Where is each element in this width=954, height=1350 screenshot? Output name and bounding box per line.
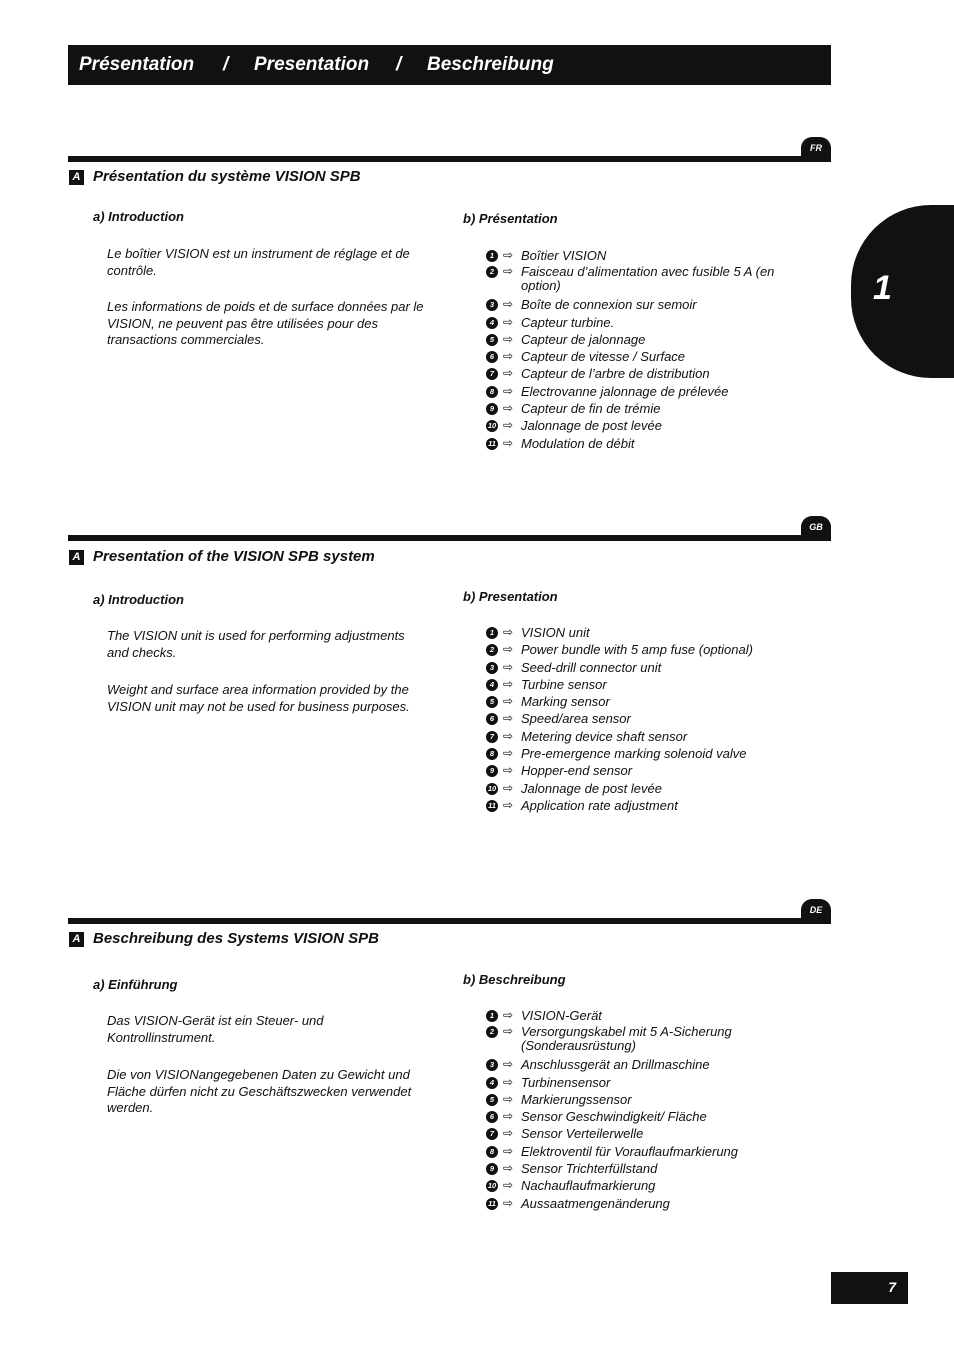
section-marker: A bbox=[69, 932, 84, 947]
arrow-icon: ⇨ bbox=[503, 383, 514, 398]
section-marker: A bbox=[69, 170, 84, 185]
item-number-badge: 6 bbox=[486, 713, 498, 725]
list-item bbox=[486, 1091, 786, 1108]
item-label: Capteur turbine. bbox=[521, 314, 615, 330]
item-number-badge: 9 bbox=[486, 403, 498, 415]
item-number-badge: 9 bbox=[486, 765, 498, 777]
list-item bbox=[486, 624, 786, 641]
arrow-icon: ⇨ bbox=[503, 366, 514, 381]
intro-heading-fr: a) Introduction bbox=[93, 209, 184, 224]
arrow-icon: ⇨ bbox=[503, 1143, 514, 1158]
intro-paragraph: Weight and surface area information provided by the VISION unit may not be used for business purposes. bbox=[107, 682, 410, 714]
intro-paragraph: Die von VISIONangegebenen Daten zu Gewicht und Fläche dürfen nicht zu Geschäftszwecken verwendet werden. bbox=[107, 1067, 412, 1115]
item-number-badge: 2 bbox=[486, 1026, 498, 1038]
arrow-icon: ⇨ bbox=[503, 1091, 514, 1106]
arrow-icon: ⇨ bbox=[503, 1024, 514, 1039]
list-item bbox=[486, 1195, 786, 1212]
arrow-icon: ⇨ bbox=[503, 1161, 514, 1176]
list-heading-gb: b) Presentation bbox=[463, 589, 558, 604]
item-label: Turbinensensor bbox=[521, 1074, 611, 1090]
arrow-icon: ⇨ bbox=[503, 331, 514, 346]
list-item bbox=[486, 417, 786, 434]
item-label: Seed-drill connector unit bbox=[521, 659, 662, 675]
item-label: Power bundle with 5 amp fuse (optional) bbox=[521, 642, 753, 658]
arrow-icon: ⇨ bbox=[503, 1126, 514, 1141]
item-label: Sensor Geschwindigkeit/ Fläche bbox=[521, 1109, 707, 1125]
item-label: Jalonnage de post levée bbox=[521, 418, 662, 434]
item-number-badge: 8 bbox=[486, 1146, 498, 1158]
item-label: Application rate adjustment bbox=[521, 797, 678, 813]
section-marker: A bbox=[69, 550, 84, 565]
chapter-number: 1 bbox=[873, 269, 892, 307]
component-list-fr bbox=[486, 247, 786, 452]
item-label: Aussaatmengenänderung bbox=[521, 1195, 670, 1211]
arrow-icon: ⇨ bbox=[503, 297, 514, 312]
arrow-icon: ⇨ bbox=[503, 625, 514, 639]
header-separator: / bbox=[223, 54, 229, 75]
item-number-badge: 9 bbox=[486, 1163, 498, 1175]
arrow-icon: ⇨ bbox=[503, 763, 514, 778]
arrow-icon: ⇨ bbox=[503, 401, 514, 416]
item-number-badge: 8 bbox=[486, 748, 498, 760]
list-item bbox=[486, 264, 786, 293]
item-label: Jalonnage de post levée bbox=[521, 780, 662, 796]
arrow-icon: ⇨ bbox=[503, 1195, 514, 1210]
arrow-icon: ⇨ bbox=[503, 728, 514, 743]
list-item bbox=[486, 745, 786, 762]
arrow-icon: ⇨ bbox=[503, 1008, 514, 1022]
list-item bbox=[486, 762, 786, 779]
list-item bbox=[486, 1177, 786, 1194]
component-list-de bbox=[486, 1007, 786, 1212]
item-label: Boîtier VISION bbox=[521, 248, 607, 263]
arrow-icon: ⇨ bbox=[503, 797, 514, 812]
header-title-en: Presentation bbox=[254, 54, 370, 75]
item-number-badge: 3 bbox=[486, 1059, 498, 1071]
arrow-icon: ⇨ bbox=[503, 676, 514, 691]
intro-paragraph: Das VISION-Gerät ist ein Steuer- und Kontrollinstrument. bbox=[107, 1013, 324, 1045]
section-title-gb: Presentation of the VISION SPB system bbox=[93, 548, 375, 565]
list-heading-fr: b) Présentation bbox=[463, 211, 558, 226]
list-item bbox=[486, 348, 786, 365]
arrow-icon: ⇨ bbox=[503, 248, 514, 262]
list-item bbox=[486, 641, 786, 658]
list-item bbox=[486, 1024, 786, 1053]
section-divider bbox=[68, 156, 831, 162]
list-item bbox=[486, 1074, 786, 1091]
item-number-badge: 7 bbox=[486, 368, 498, 380]
item-number-badge: 2 bbox=[486, 644, 498, 656]
section-title-fr: Présentation du système VISION SPB bbox=[93, 168, 361, 185]
list-item bbox=[486, 797, 786, 814]
item-label: Nachauflaufmarkierung bbox=[521, 1178, 656, 1194]
list-item bbox=[486, 1007, 786, 1024]
intro-paragraph: Les informations de poids et de surface données par le VISION, ne peuvent pas être utilisées pour des transactions commerciales. bbox=[107, 299, 424, 347]
list-item bbox=[486, 728, 786, 745]
arrow-icon: ⇨ bbox=[503, 642, 514, 657]
arrow-icon: ⇨ bbox=[503, 659, 514, 674]
item-number-badge: 4 bbox=[486, 679, 498, 691]
list-item bbox=[486, 1108, 786, 1125]
item-label: Capteur de fin de trémie bbox=[521, 401, 661, 417]
intro-heading-gb: a) Introduction bbox=[93, 592, 184, 607]
header-title-fr: Présentation bbox=[79, 54, 195, 75]
list-item bbox=[486, 331, 786, 348]
item-label: Electrovanne jalonnage de prélevée bbox=[521, 383, 729, 399]
list-item bbox=[486, 1125, 786, 1142]
arrow-icon: ⇨ bbox=[503, 1074, 514, 1089]
item-label: Hopper-end sensor bbox=[521, 763, 633, 779]
item-label: Elektroventil für Vorauflaufmarkierung bbox=[521, 1143, 739, 1159]
list-item bbox=[486, 247, 786, 264]
item-number-badge: 11 bbox=[486, 438, 498, 450]
item-label: Boîte de connexion sur semoir bbox=[521, 297, 697, 313]
item-number-badge: 6 bbox=[486, 351, 498, 363]
list-item bbox=[486, 314, 786, 331]
section-divider bbox=[68, 535, 831, 541]
item-number-badge: 5 bbox=[486, 334, 498, 346]
item-number-badge: 1 bbox=[486, 627, 498, 639]
item-label: Turbine sensor bbox=[521, 676, 607, 692]
language-badge-fr: FR bbox=[801, 137, 831, 158]
item-label: Modulation de débit bbox=[521, 435, 635, 451]
item-number-badge: 1 bbox=[486, 1010, 498, 1022]
arrow-icon: ⇨ bbox=[503, 1109, 514, 1124]
list-heading-de: b) Beschreibung bbox=[463, 972, 566, 987]
item-label: Capteur de jalonnage bbox=[521, 331, 646, 347]
arrow-icon: ⇨ bbox=[503, 435, 514, 450]
item-number-badge: 7 bbox=[486, 1128, 498, 1140]
item-number-badge: 1 bbox=[486, 250, 498, 262]
arrow-icon: ⇨ bbox=[503, 780, 514, 795]
page-header bbox=[68, 45, 831, 85]
arrow-icon: ⇨ bbox=[503, 418, 514, 433]
list-item bbox=[486, 400, 786, 417]
item-number-badge: 10 bbox=[487, 421, 497, 431]
item-label: Pre-emergence marking solenoid valve bbox=[521, 746, 747, 762]
item-number-badge: 11 bbox=[486, 1198, 498, 1210]
item-label: Capteur de l’arbre de distribution bbox=[521, 366, 710, 382]
item-label: Marking sensor bbox=[521, 694, 610, 710]
list-item bbox=[486, 1160, 786, 1177]
list-item bbox=[486, 676, 786, 693]
item-number-badge: 10 bbox=[487, 1181, 497, 1191]
list-item bbox=[486, 780, 786, 797]
page-number: 7 bbox=[831, 1272, 908, 1304]
list-item bbox=[486, 365, 786, 382]
item-number-badge: 10 bbox=[487, 783, 497, 793]
item-number-badge: 3 bbox=[486, 299, 498, 311]
item-number-badge: 4 bbox=[486, 1077, 498, 1089]
chapter-tab bbox=[851, 205, 954, 378]
intro-paragraph: The VISION unit is used for performing adjustments and checks. bbox=[107, 628, 405, 660]
list-item bbox=[486, 659, 786, 676]
item-label: VISION unit bbox=[521, 625, 590, 640]
language-badge-de: DE bbox=[801, 899, 831, 920]
item-number-badge: 8 bbox=[486, 386, 498, 398]
item-number-badge: 6 bbox=[486, 1111, 498, 1123]
item-number-badge: 5 bbox=[486, 1094, 498, 1106]
intro-paragraph: Le boîtier VISION est un instrument de réglage et de contrôle. bbox=[107, 246, 410, 278]
list-item bbox=[486, 710, 786, 727]
arrow-icon: ⇨ bbox=[503, 1057, 514, 1072]
item-number-badge: 5 bbox=[486, 696, 498, 708]
intro-heading-de: a) Einführung bbox=[93, 977, 178, 992]
arrow-icon: ⇨ bbox=[503, 349, 514, 364]
language-badge-gb: GB bbox=[801, 516, 831, 537]
item-label: Capteur de vitesse / Surface bbox=[521, 349, 686, 365]
header-title-de: Beschreibung bbox=[427, 54, 554, 75]
item-number-badge: 4 bbox=[486, 317, 498, 329]
item-number-badge: 3 bbox=[486, 662, 498, 674]
arrow-icon: ⇨ bbox=[503, 264, 514, 279]
item-number-badge: 11 bbox=[486, 800, 498, 812]
list-item bbox=[486, 296, 786, 313]
item-label: Faisceau d’alimentation avec fusible 5 A (en option) bbox=[521, 264, 775, 294]
list-item bbox=[486, 1056, 786, 1073]
arrow-icon: ⇨ bbox=[503, 1178, 514, 1193]
list-item bbox=[486, 383, 786, 400]
item-label: Speed/area sensor bbox=[521, 711, 631, 727]
item-label: Metering device shaft sensor bbox=[521, 728, 688, 744]
list-item bbox=[486, 435, 786, 452]
arrow-icon: ⇨ bbox=[503, 746, 514, 761]
item-label: Sensor Verteilerwelle bbox=[521, 1126, 644, 1142]
section-title-de: Beschreibung des Systems VISION SPB bbox=[93, 930, 379, 947]
section-divider bbox=[68, 918, 831, 924]
item-number-badge: 2 bbox=[486, 266, 498, 278]
arrow-icon: ⇨ bbox=[503, 314, 514, 329]
arrow-icon: ⇨ bbox=[503, 694, 514, 709]
arrow-icon: ⇨ bbox=[503, 711, 514, 726]
item-label: Anschlussgerät an Drillmaschine bbox=[521, 1057, 710, 1073]
list-item bbox=[486, 1143, 786, 1160]
item-label: VISION-Gerät bbox=[521, 1008, 602, 1023]
header-separator: / bbox=[396, 54, 402, 75]
list-item bbox=[486, 693, 786, 710]
item-number-badge: 7 bbox=[486, 731, 498, 743]
item-label: Markierungssensor bbox=[521, 1091, 632, 1107]
item-label: Versorgungskabel mit 5 A-Sicherung (Sonderausrüstung) bbox=[521, 1024, 732, 1054]
item-label: Sensor Trichterfüllstand bbox=[521, 1161, 658, 1177]
component-list-gb bbox=[486, 624, 786, 814]
